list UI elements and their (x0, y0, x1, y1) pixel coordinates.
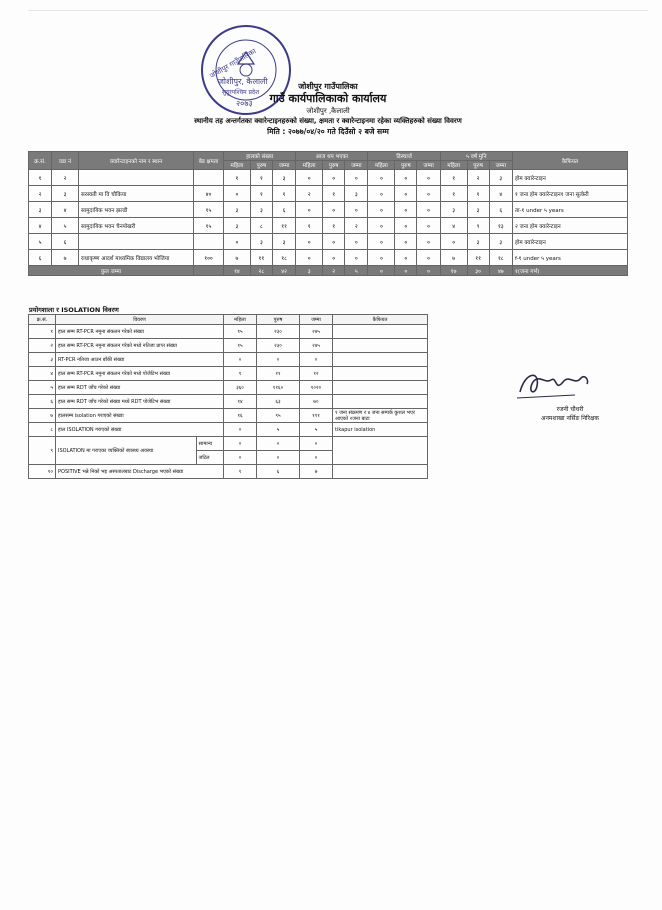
cell-r-t: ० (417, 202, 440, 218)
cell-sn: ५ (29, 381, 56, 395)
cell-name: राधाकृष्ण आदर्श माध्यमिक विद्यालय भोजिया (79, 250, 194, 266)
cell-r-m: ० (395, 202, 417, 218)
cell-male: ५ (257, 423, 300, 437)
total-remarks: १(जना गर्भ) (513, 266, 628, 276)
cell-beds (194, 234, 224, 250)
cell-a-t: ३ (345, 186, 368, 202)
signature-block (505, 405, 635, 423)
cell-remarks: होम क्वारेन्टाइन (513, 234, 628, 250)
table-row (29, 325, 428, 339)
cell-sn: ३ (29, 202, 52, 218)
cell-g-m: २ (467, 170, 489, 186)
cell-c-t: ११ (272, 218, 295, 234)
cell-g-f: ७ (440, 250, 467, 266)
cell-name (79, 234, 194, 250)
col-current: हालको संख्या (224, 152, 296, 161)
cell-beds: १०० (194, 250, 224, 266)
cell-r-f: ० (368, 234, 395, 250)
cell-total: ० (300, 353, 333, 367)
cell-total: ० (300, 451, 333, 465)
cell-a-m: १ (323, 186, 345, 202)
table-row (29, 423, 428, 437)
cell-female: १४ (224, 395, 257, 409)
cell-c-f: ३ (224, 202, 251, 218)
cell-sn: ५ (29, 234, 52, 250)
cell-desc: RT-PCR नतिजा आउन बाँकी संख्या (56, 353, 224, 367)
col-total: जम्मा (300, 315, 333, 325)
cell-male: ११ (257, 367, 300, 381)
cell-remarks (333, 381, 428, 395)
cell-female: ० (224, 353, 257, 367)
cell-sn: ६ (29, 250, 52, 266)
table-row (29, 202, 628, 218)
col-ward: वडा नं (52, 152, 79, 170)
cell-c-f: १ (224, 170, 251, 186)
cell-female: १ (224, 367, 257, 381)
cell-remarks: १ जना संक्रमण र ४ जना सम्पर्क कुशल भएर आएको २जना बाटा (333, 409, 428, 423)
cell-desc: हाल सम्म RT-PCR नमुना संकलन गरेको मध्ये नतिजा प्राप्त संख्या (56, 339, 224, 353)
total-g-m: ३० (467, 266, 489, 276)
total-row (29, 266, 628, 276)
cell-remarks: होम क्वारेन्टाइन (513, 170, 628, 186)
cell-ward: ५ (52, 218, 79, 234)
cell-sn: २ (29, 186, 52, 202)
cell-r-m: ० (395, 186, 417, 202)
quarantine-table (28, 151, 628, 276)
table-row (29, 339, 428, 353)
cell-female: ० (224, 437, 257, 451)
cell-desc: ISOLATION मा गराएका व्यक्तिको स्वास्थ्य अवस्था (56, 437, 197, 465)
cell-c-f: ० (224, 186, 251, 202)
col-today-arrived: आज थप भएका (296, 152, 368, 161)
cell-g-m: ३ (467, 202, 489, 218)
sub-female: महिला (296, 161, 323, 170)
cell-a-m: ० (323, 202, 345, 218)
cell-total: १११ (300, 409, 333, 423)
cell-g-m: ९ (467, 218, 489, 234)
lab-section-title: प्रयोगशाला र ISOLATION विवरण (29, 306, 119, 314)
cell-sn: १ (29, 325, 56, 339)
sub-male: पुरुष (467, 161, 489, 170)
col-name: क्वारेन्टाइनको नाम र स्थान (79, 152, 194, 170)
cell-a-f: ० (296, 170, 323, 186)
cell-r-f: ० (368, 218, 395, 234)
table-row (29, 437, 428, 451)
cell-male: ० (257, 437, 300, 451)
sub-total: जम्मा (272, 161, 295, 170)
cell-male: ६ (257, 465, 300, 479)
cell-a-t: ० (345, 170, 368, 186)
table-row (29, 395, 428, 409)
cell-ward: ७ (52, 250, 79, 266)
total-r-m: ० (395, 266, 417, 276)
cell-remarks (333, 325, 428, 339)
cell-c-f: ० (224, 234, 251, 250)
cell-sn: २ (29, 339, 56, 353)
cell-beds: १५ (194, 202, 224, 218)
cell-remarks (333, 353, 428, 367)
cell-g-t: ३ (489, 234, 512, 250)
cell-female: १५ (224, 325, 257, 339)
cell-r-f: ० (368, 250, 395, 266)
cell-male: ९५ (257, 409, 300, 423)
cell-r-t: ० (417, 170, 440, 186)
col-male: पुरुष (257, 315, 300, 325)
cell-name (79, 170, 194, 186)
cell-a-t: ० (345, 202, 368, 218)
cell-r-t: ० (417, 250, 440, 266)
cell-c-m: ३ (250, 234, 272, 250)
cell-sn: ७ (29, 409, 56, 423)
col-sn: क्र.सं. (29, 152, 52, 170)
cell-g-f: १ (440, 170, 467, 186)
cell-remarks (333, 465, 428, 479)
table-row (29, 367, 428, 381)
svg-text:जोशीपुर, कैलाली: जोशीपुर, कैलाली (218, 77, 268, 86)
cell-female: १६ (224, 409, 257, 423)
total-beds (194, 266, 224, 276)
cell-beds: १५ (194, 218, 224, 234)
municipality-name: जोशीपुर गाउँपालिका (298, 82, 358, 91)
col-remarks: कैफियत (333, 315, 428, 325)
cell-a-t: ० (345, 234, 368, 250)
table-row (29, 353, 428, 367)
svg-text:सुदूरपश्चिम प्रदेश: सुदूरपश्चिम प्रदेश (222, 89, 260, 96)
cell-sn: ६ (29, 395, 56, 409)
cell-total: १२ (300, 367, 333, 381)
cell-female: ० (224, 423, 257, 437)
sub-total: जम्मा (489, 161, 512, 170)
cell-sn: १ (29, 170, 52, 186)
cell-desc: हाल सम्म RDT जाँच गरेको संख्या मध्ये RDT पोजेटिभ संख्या (56, 395, 224, 409)
cell-g-m: १ (467, 186, 489, 202)
cell-desc: हाल ISOLATION गराएको संख्या (56, 423, 224, 437)
cell-a-f: ० (296, 250, 323, 266)
cell-r-f: ० (368, 202, 395, 218)
total-g-t: ४७ (489, 266, 512, 276)
cell-g-f: ३ (440, 202, 467, 218)
cell-ward: २ (52, 170, 79, 186)
cell-total: ० (300, 437, 333, 451)
cell-female: ३६० (224, 381, 257, 395)
office-place: जोशीपुर ,कैलाली (306, 107, 350, 115)
cell-sn: ४ (29, 218, 52, 234)
cell-g-f: ० (440, 234, 467, 250)
cell-a-f: १ (296, 218, 323, 234)
cell-c-f: ३ (224, 218, 251, 234)
report-date: मिति : २०७७/०४/२० गते दिउँसो २ बजे सम्म (267, 127, 389, 136)
svg-text:जोशीपुर गाउँपालिका: जोशीपुर गाउँपालिका (208, 47, 258, 81)
cell-c-m: ३ (250, 202, 272, 218)
cell-remarks: f-१ under ५ years (513, 250, 628, 266)
cell-c-m: १ (250, 170, 272, 186)
cell-remarks (333, 367, 428, 381)
cell-g-m: ११ (467, 250, 489, 266)
cell-desc: POSITIVE भन्ने निको भइ अस्पतालबाट Discharge भएको संख्या (56, 465, 224, 479)
total-a-m: २ (323, 266, 345, 276)
cell-female: ० (224, 451, 257, 465)
cell-a-m: ० (323, 170, 345, 186)
table-row (29, 381, 428, 395)
cell-total: १०२० (300, 381, 333, 395)
cell-name: सामुदायिक भवन झल्डी (79, 202, 194, 218)
cell-r-t: ० (417, 186, 440, 202)
cell-a-f: ० (296, 202, 323, 218)
cell-r-t: ० (417, 234, 440, 250)
total-label: कुल जम्मा (29, 266, 194, 276)
cell-total: ७ (300, 465, 333, 479)
cell-desc: हालसम्म isolation गराएको संख्या (56, 409, 224, 423)
cell-g-f: ४ (440, 218, 467, 234)
cell-sn: ४ (29, 367, 56, 381)
cell-c-t: १ (272, 186, 295, 202)
cell-r-m: ० (395, 234, 417, 250)
cell-g-f: १ (440, 186, 467, 202)
cell-sn: १० (29, 465, 56, 479)
total-c-t: ४२ (272, 266, 295, 276)
cell-r-m: ० (395, 218, 417, 234)
cell-r-f: ० (368, 170, 395, 186)
cell-male: ० (257, 353, 300, 367)
cell-sn: ३ (29, 353, 56, 367)
cell-remarks (333, 437, 428, 465)
table-row (29, 170, 628, 186)
cell-c-t: ३ (272, 234, 295, 250)
cell-remarks (333, 395, 428, 409)
table-row (29, 465, 428, 479)
cell-desc: हाल सम्म RDT जाँच गरेको संख्या (56, 381, 224, 395)
total-c-f: १४ (224, 266, 251, 276)
report-subject: स्थानीय तह अन्तर्गतका क्वारेन्टाइनहरुको संख्या, क्षमता र क्वारेन्टाइनमा रहेका व्यक्तिहरुको संख्या विवरण (194, 117, 462, 125)
cell-female: १ (224, 465, 257, 479)
col-released: डिस्चार्ज (368, 152, 440, 161)
cell-remarks: ता-१ under ५ years (513, 202, 628, 218)
cell-r-m: ० (395, 170, 417, 186)
cell-name: सामुदायिक भवन चैनपोखरी (79, 218, 194, 234)
total-a-t: ५ (345, 266, 368, 276)
total-c-m: २८ (250, 266, 272, 276)
total-a-f: ३ (296, 266, 323, 276)
cell-c-m: ८ (250, 218, 272, 234)
cell-female: १५ (224, 339, 257, 353)
cell-male: २३० (257, 325, 300, 339)
cell-a-m: ० (323, 234, 345, 250)
col-desc: विवरण (56, 315, 224, 325)
cell-male: ० (257, 451, 300, 465)
cell-a-f: ० (296, 234, 323, 250)
cell-beds (194, 170, 224, 186)
cell-total: २४५ (300, 339, 333, 353)
cell-r-t: ० (417, 218, 440, 234)
cell-remarks: १ जना होम क्वारेन्टाइन१ जना सुत्केरी (513, 186, 628, 202)
cell-c-t: ६ (272, 202, 295, 218)
cell-desc: हाल सम्म RT-PCR नमुना संकलन गरेको संख्या (56, 325, 224, 339)
table-row (29, 218, 628, 234)
cell-sub-normal: सामान्य (196, 437, 223, 451)
cell-ward: ३ (52, 186, 79, 202)
cell-sub-critical: जटिल (196, 451, 223, 465)
sub-male: पुरुष (395, 161, 417, 170)
total-r-t: ० (417, 266, 440, 276)
cell-g-t: ६ (489, 202, 512, 218)
total-g-f: १७ (440, 266, 467, 276)
cell-r-m: ० (395, 250, 417, 266)
cell-desc: हाल सम्म RT-PCR नमुना संकलन गरेको मध्ये पोजेटिभ संख्या (56, 367, 224, 381)
lab-isolation-table (28, 314, 428, 479)
cell-male: ६३ (257, 395, 300, 409)
sub-female: महिला (440, 161, 467, 170)
cell-remarks: tikapur isolation (333, 423, 428, 437)
table-row (29, 250, 628, 266)
cell-sn: ९ (29, 437, 56, 465)
cell-c-f: ७ (224, 250, 251, 266)
cell-total: २४५ (300, 325, 333, 339)
cell-a-f: २ (296, 186, 323, 202)
cell-a-t: २ (345, 218, 368, 234)
cell-ward: ६ (52, 234, 79, 250)
sub-total: जम्मा (345, 161, 368, 170)
col-female: महिला (224, 315, 257, 325)
table-row (29, 409, 428, 423)
cell-a-m: ० (323, 250, 345, 266)
signatory-title: अनमशाखा नर्सिङ निरिक्षक (541, 415, 599, 422)
cell-ward: ४ (52, 202, 79, 218)
signatory-name: रजनी चौधरी (556, 406, 584, 413)
cell-sn: ८ (29, 423, 56, 437)
cell-g-t: ४ (489, 186, 512, 202)
sub-female: महिला (368, 161, 395, 170)
cell-name: सरस्वती मा वि चौकिया (79, 186, 194, 202)
cell-r-f: ० (368, 186, 395, 202)
cell-g-m: ३ (467, 234, 489, 250)
cell-beds: ४० (194, 186, 224, 202)
handwritten-signature (505, 362, 605, 407)
svg-text:२०७३: २०७३ (236, 99, 253, 108)
cell-male: २३० (257, 339, 300, 353)
cell-g-t: १८ (489, 250, 512, 266)
col-age-group: ५ वर्ष मुनि (440, 152, 512, 161)
total-r-f: ० (368, 266, 395, 276)
cell-g-t: १३ (489, 218, 512, 234)
cell-male: ११६० (257, 381, 300, 395)
cell-c-m: १ (250, 186, 272, 202)
cell-a-t: ० (345, 250, 368, 266)
table-row (29, 186, 628, 202)
office-name: गाउँ कार्यपालिकाको कार्यालय (269, 92, 387, 105)
cell-remarks (333, 339, 428, 353)
col-remarks: कैफियत (513, 152, 628, 170)
cell-total: ५ (300, 423, 333, 437)
cell-remarks: २ जना होम क्वारेन्टाइन (513, 218, 628, 234)
col-beds: बेड क्षमता (194, 152, 224, 170)
col-sn: क्र.सं. (29, 315, 56, 325)
sub-total: जम्मा (417, 161, 440, 170)
sub-male: पुरुष (250, 161, 272, 170)
cell-c-m: ११ (250, 250, 272, 266)
cell-a-m: १ (323, 218, 345, 234)
table-row (29, 234, 628, 250)
sub-male: पुरुष (323, 161, 345, 170)
cell-c-t: १८ (272, 250, 295, 266)
cell-g-t: ३ (489, 170, 512, 186)
top-border (28, 10, 648, 11)
sub-female: महिला (224, 161, 251, 170)
cell-total: ७० (300, 395, 333, 409)
cell-c-t: ३ (272, 170, 295, 186)
